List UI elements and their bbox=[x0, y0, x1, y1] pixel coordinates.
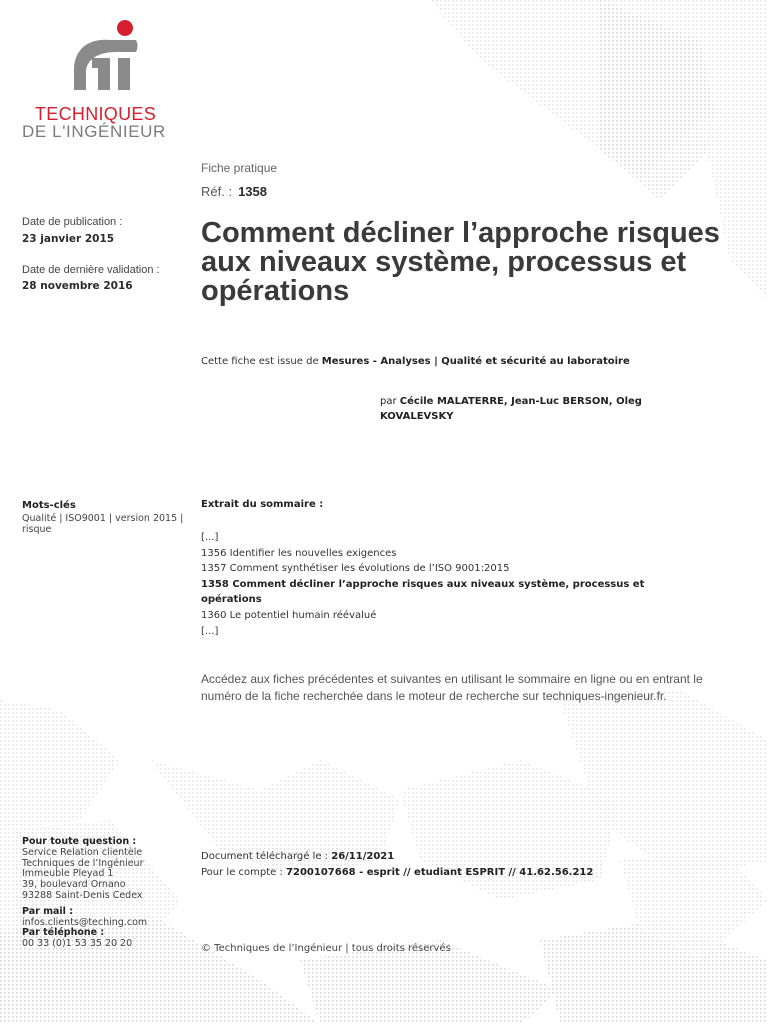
summary-item-current: 1358 Comment décliner l’approche risques aux niveaux système, processus et opérations bbox=[201, 578, 645, 606]
summary-label: Extrait du sommaire : bbox=[201, 499, 324, 510]
download-account-label: Pour le compte : bbox=[201, 867, 283, 878]
document-title: Comment décliner l’approche risques aux niveaux système, processus et opérations bbox=[201, 217, 720, 307]
contact-mail-label: Par mail : bbox=[22, 905, 74, 917]
contact-street: 39, boulevard Ornano bbox=[22, 879, 126, 891]
summary-item[interactable]: 1360 Le potentiel humain réévalué bbox=[201, 609, 377, 621]
logo-text-techniques: TECHNIQUES bbox=[35, 104, 157, 124]
validation-label: Date de dernière validation : bbox=[22, 264, 160, 276]
contact-block bbox=[22, 837, 192, 950]
keywords-value: Qualité | ISO9001 | version 2015 | risque bbox=[22, 513, 184, 535]
validation-date: 28 novembre 2016 bbox=[22, 280, 133, 292]
logo-text-ingenieur: DE L'INGÉNIEUR bbox=[22, 122, 166, 141]
download-info bbox=[201, 849, 593, 881]
reference bbox=[201, 184, 267, 199]
summary-item[interactable]: 1357 Comment synthétiser les évolutions de l’ISO 9001:2015 bbox=[201, 563, 510, 575]
download-date-label: Document téléchargé le : bbox=[201, 851, 329, 862]
publication-date: 23 janvier 2015 bbox=[22, 233, 115, 245]
authors bbox=[380, 394, 660, 424]
copyright: © Techniques de l’Ingénieur | tous droits réservés bbox=[201, 943, 451, 954]
authors-prefix: par bbox=[380, 396, 397, 407]
contact-company: Techniques de l’Ingénieur bbox=[22, 857, 144, 869]
summary-item: [...] bbox=[201, 532, 219, 543]
contact-city: 93288 Saint-Denis Cedex bbox=[22, 889, 143, 901]
download-account-line bbox=[201, 865, 593, 881]
keywords-label: Mots-clés bbox=[22, 500, 76, 511]
contact-question-label: Pour toute question : bbox=[22, 836, 137, 847]
techniques-ingenieur-logo bbox=[70, 18, 142, 94]
summary-list bbox=[201, 530, 681, 639]
contact-building: Immeuble Pleyad 1 bbox=[22, 868, 114, 880]
download-date-line bbox=[201, 849, 593, 865]
source-prefix: Cette fiche est issue de bbox=[201, 356, 319, 367]
summary-item: [...] bbox=[201, 625, 219, 637]
download-date: 26/11/2021 bbox=[331, 851, 395, 862]
publication-label: Date de publication : bbox=[22, 216, 123, 228]
authors-names: Cécile MALATERRE, Jean-Luc BERSON, Oleg KOVALEVSKY bbox=[380, 396, 642, 422]
reference-value: 1358 bbox=[238, 184, 267, 199]
contact-phone: 00 33 (0)1 53 35 20 20 bbox=[22, 938, 133, 950]
summary-item[interactable]: 1356 Identifier les nouvelles exigences bbox=[201, 547, 397, 559]
contact-mail[interactable]: infos.clients@teching.com bbox=[22, 916, 148, 928]
access-instructions: Accédez aux fiches précédentes et suivantes en utilisant le sommaire en ligne ou en entrant le numéro de la fiche recherchée dans le moteur de recherche sur techniques-ingenieur.fr. bbox=[201, 672, 703, 703]
document-type: Fiche pratique bbox=[201, 161, 278, 175]
source-line bbox=[201, 356, 630, 367]
reference-label: Réf. : bbox=[201, 184, 233, 199]
contact-phone-label: Par téléphone : bbox=[22, 927, 105, 939]
contact-service: Service Relation clientèle bbox=[22, 846, 143, 858]
source-collection[interactable]: Mesures - Analyses | Qualité et sécurité au laboratoire bbox=[321, 356, 630, 367]
download-account: 7200107668 - esprit // etudiant ESPRIT // 41.62.56.212 bbox=[286, 867, 594, 878]
